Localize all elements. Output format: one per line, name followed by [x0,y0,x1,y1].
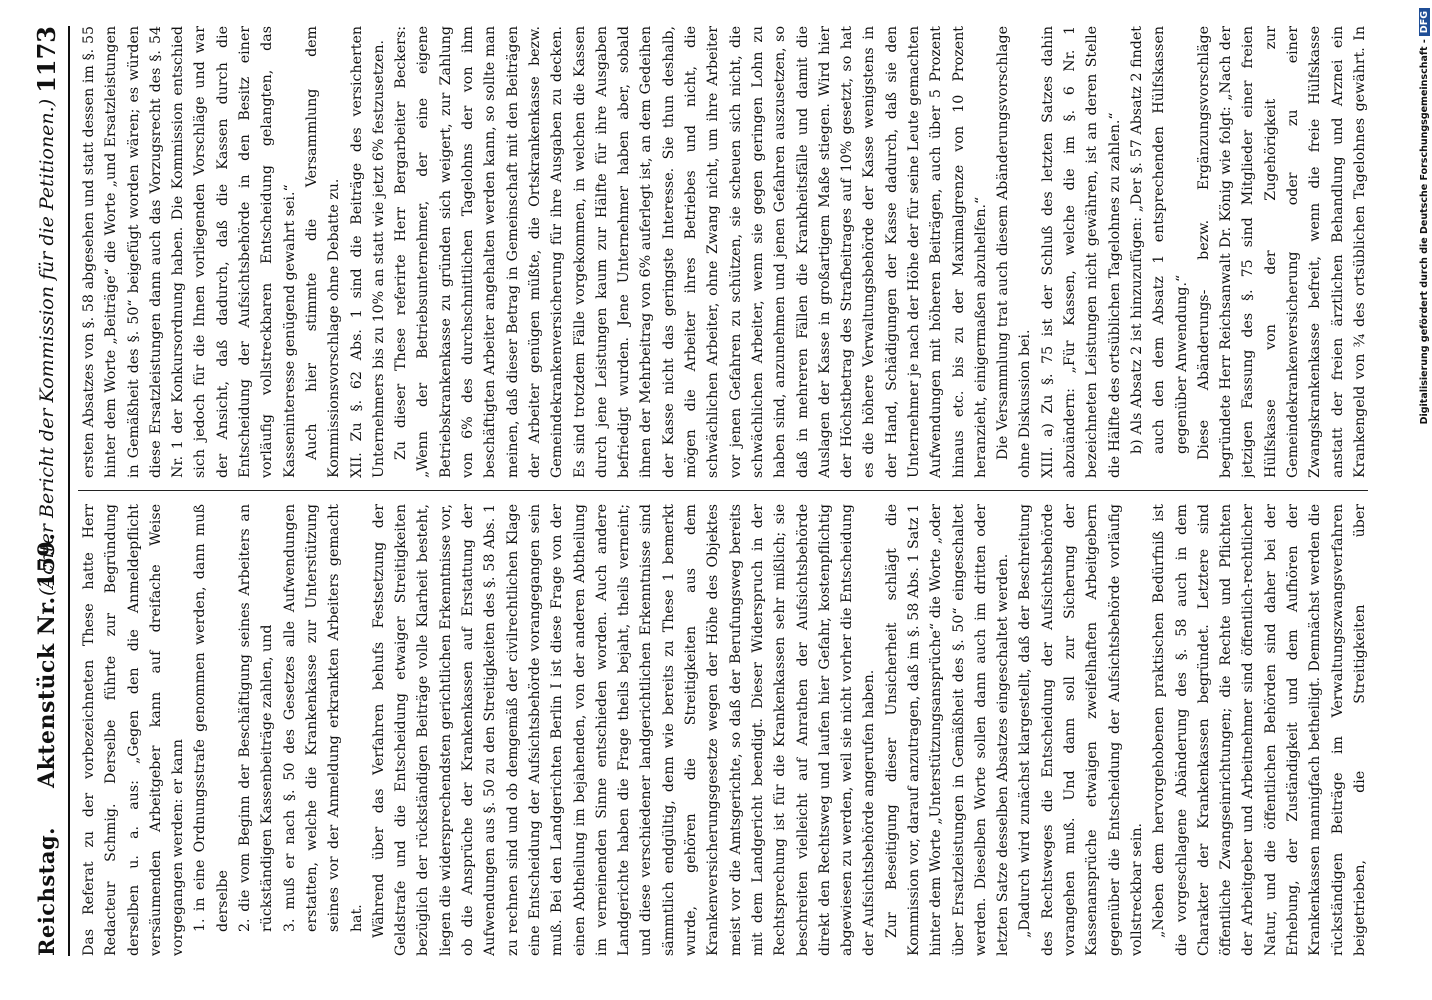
header-document-number: Aktenstück Nr. 159. [34,532,60,788]
paragraph: Zu dieser These referirte Herr Bergarbeiter Beckers: „Wenn der Betriebsunternehmer, der eine eigene Betriebskrankenkasse zu gründen sich weigert, zur Zahlung von 6% des durchschnittlichen Tagelohns der von ihm beschäftigten Arbeiter angehalten werden kann, so sollte man meinen, daß dieser Betrag in Gemeinschaft mit den Beiträgen der Arbeiter genügen müßte, die Ortskrankenkasse bezw. Gemeindekrankenversicherung für ihre Ausgaben zu decken. Es sind trotzdem Fälle vorgekommen, in welchen die Kassen durch jene Leistungen kaum zur Hälfte für ihre Ausgaben befriedigt wurden. Jene Unternehmer haben aber, sobald ihnen der Mehrbeitrag von 6% auferlegt ist, an dem Gedeihen der Kasse nicht das geringste Interesse. Sie thun deshalb, mögen die Arbeiter ihres Betriebes und nicht, die schwächlichen Arbeiter, ohne Zwang nicht, um ihre Arbeiter vor jenen Gefahren zu schützen, sie scheuen sich nicht, die schwächlichen Arbeiter, wenn sie gegen geringen Lohn zu haben sind, anzunehmen und jenen Gefahren auszusetzen, so daß in mehreren Fällen die Krankheitsfälle und damit die Auslagen der Kasse in großartigem Maße stiegen. Wird hier der Höchstbetrag des Strafbeitrages auf 10% gesetzt, so hat es die höhere Verwaltungsbehörde der Kasse wenigstens in der Hand, Schädigungen der Kasse dadurch, daß sie den Unternehmer je nach der Höhe der für seine Leute gemachten Aufwendungen mit höheren Beiträgen, auch über 5 Prozent hinaus etc. bis zu der Maximalgrenze von 10 Prozent heranzieht, einigermaßen abzuhelfen.“ [393,26,989,478]
paragraph: Während über das Verfahren behufs Festsetzung der Geldstrafe und die Entscheidung etwaiger Streitigkeiten bezüglich der rückständigen Beiträge volle Klarheit besteht, liegen die widersprechendsten gerichtlichen Erkenntnisse vor, ob die Ansprüche der Krankenkassen auf Erstattung der Aufwendungen aus §. 50 zu den Streitigkeiten des §. 58 Abs. 1 zu rechnen sind und ob demgemäß der civilrechtlichen Klage eine Entscheidung der Aufsichtsbehörde vorangegangen sein muß. Bei den Landgerichten Berlin I ist diese Frage von der einen Abtheilung im bejahenden, von der anderen Abtheilung im verneinenden Sinne entschieden worden. Auch andere Landgerichte haben die Frage theils bejaht, theils verneint; und diese verschiedener landgerichtlichen Erkenntnisse sind sämmtlich endgültig, denn wie bereits zu These 1 bemerkt wurde, gehören die Streitigkeiten aus dem Krankenversicherungsgesetze wegen der Höhe des Objektes meist vor die Amtsgerichte, so daß der Berufungsweg bereits mit dem Landgericht beendigt. Dieser Widerspruch in der Rechtsprechung ist für die Krankenkassen sehr mißlich; sie beschreiten vielleicht auf Anrathen der Aufsichtsbehörde direkt den Rechtsweg und laufen hier Gefahr, kostenpflichtig abgewiesen zu werden, weil sie nicht vorher die Entscheidung der Aufsichtsbehörde angerufen haben. [370,504,878,956]
page-number: 1173 [32,26,61,93]
paragraph: „Dadurch wird zunächst klargestellt, daß der Beschreitung des Rechtsweges die Entscheidung der Aufsichtsbehörde vorangehen muß. Und dann soll zur Sicherung der Kassenansprüche etwaigen zweifelhaften Arbeitgebern gegenüber die Entscheidung der Aufsichtsbehörde vorläufig vollstreckbar sein. [1017,504,1145,956]
paragraph: ersten Absatzes von §. 58 abgesehen und statt dessen im §. 55 hinter dem Worte „Beiträge“ die Worte „und Ersatzleistungen in Gemäßheit des §. 50“ beigefügt worden wären; es würden diese Ersatzleistungen dann auch das Vorzugsrecht des §. 54 Nr. 1 der Konkursordnung haben. Die Kommission entschied sich jedoch für die Ihnen vorliegenden Vorschläge und war der Ansicht, daß dadurch, daß die Kassen durch die Entscheidung der Aufsichtsbehörde in den Besitz einer vorläufig vollstreckbaren Entscheidung gelangten, das Kasseninteresse genügend gewahrt sei.“ [81,26,298,478]
stamp-text: Digitalisierung gefördert durch die Deutsche Forschungsgemeinschaft - [1419,39,1430,425]
dfg-logo: DFG [1419,8,1430,36]
list-item: 1. in eine Ordnungsstrafe genommen werden, dann muß derselbe [192,504,231,932]
section-heading: XII. Zu §. 62 Abs. 1 sind die Beiträge des versicherten Unternehmers bis zu 10% an statt wie jetzt 6% festzusetzen. [348,26,387,478]
paragraph: „Neben dem hervorgehobenen praktischen Bedürfniß ist die vorgeschlagene Abänderung des §. 58 auch in dem Charakter der Krankenkassen begründet. Letztere sind öffentliche Zwangseinrichtungen; die Rechte und Pflichten der Arbeitgeber und Arbeitnehmer sind öffentlich-rechtlicher Natur, und die öffentlichen Behörden sind daher bei der Erhebung, der Zuständigkeit und dem Aufhören der Krankenkassen mannigfach betheiligt. Demnächst werden die rückständigen Beiträge im Verwaltungszwangsverfahren beigetrieben, die Streitigkeiten über [1151,504,1368,956]
paragraph: Diese Abänderungs- bezw. Ergänzungsvorschläge begründete Herr Reichsanwalt Dr. König wie folgt: „Nach der jetzigen Fassung des §. 75 sind Mitglieder einer freien Hülfskasse von der Zugehörigkeit zur Gemeindekrankenversicherung oder zu einer Zwangskrankenkasse befreit, wenn die freie Hülfskasse anstatt der freien ärztlichen Behandlung und Arznei ein Krankengeld von ¾ des ortsüblichen Tagelohnes gewährt. In [1195,26,1368,478]
column-divider [78,490,1368,491]
list-item: b) Als Absatz 2 ist hinzuzufügen: „Der §. 57 Absatz 2 findet auch den dem Absatz 1 entsprechenden Hülfskassen gegenüber Anwendung.“ [1128,26,1190,454]
paragraph: Auch hier stimmte die Versammlung dem Kommissionsvorschlage ohne Debatte zu. [303,26,343,478]
header-report-title: (Achter Bericht der Kommission für die Petitionen.) [36,98,58,596]
section-heading: XIII. a) Zu §. 75 ist der Schluß des letzten Satzes dahin abzuändern: „Für Kassen, welche die im §. 6 Nr. 1 bezeichneten Leistungen nicht gewähren, ist an deren Stelle die Hälfte des ortsüblichen Tagelohnes zu zahlen.“ [1039,26,1123,478]
paragraph: Zur Beseitigung dieser Unsicherheit schlägt die Kommission vor, darauf anzutragen, daß im §. 58 Abs. 1 Satz 1 hinter dem Worte „Unterstützungsansprüche“ die Worte „oder über Ersatzleistungen in Gemäßheit des §. 50“ eingeschaltet werden. Dieselben Worte sollen dann auch im dritten oder letzten Satze desselben Absatzes eingeschaltet werden. [883,504,1012,956]
page-content [30,26,1380,956]
list-item: 2. die vom Beginn der Beschäftigung seines Arbeiters an rückständigen Kassenbeiträge zahlen, und [237,504,276,932]
paragraph: Das Referat zu der vorbezeichneten These hatte Herr Redacteur Schmig. Derselbe führte zur Begründung derselben u. a. aus: „Gegen den die Anmeldepflicht versäumenden Arbeitgeber kann auf dreifache Weise vorgegangen werden: er kann [81,504,187,956]
running-header [30,26,70,956]
paragraph: Die Versammlung trat auch diesem Abänderungsvorschlage ohne Diskussion bei. [995,26,1034,478]
digitization-stamp [1419,8,1430,424]
right-column [78,26,1368,478]
header-reichstag: Reichstag. [34,827,59,956]
list-item: 3. muß er nach §. 50 des Gesetzes alle Aufwendungen erstatten, welche die Krankenkasse zur Unterstützung seines vor der Anmeldung erkrankten Arbeiters gemacht hat. [281,504,365,932]
left-column [78,504,1368,956]
header-rule [68,26,70,956]
